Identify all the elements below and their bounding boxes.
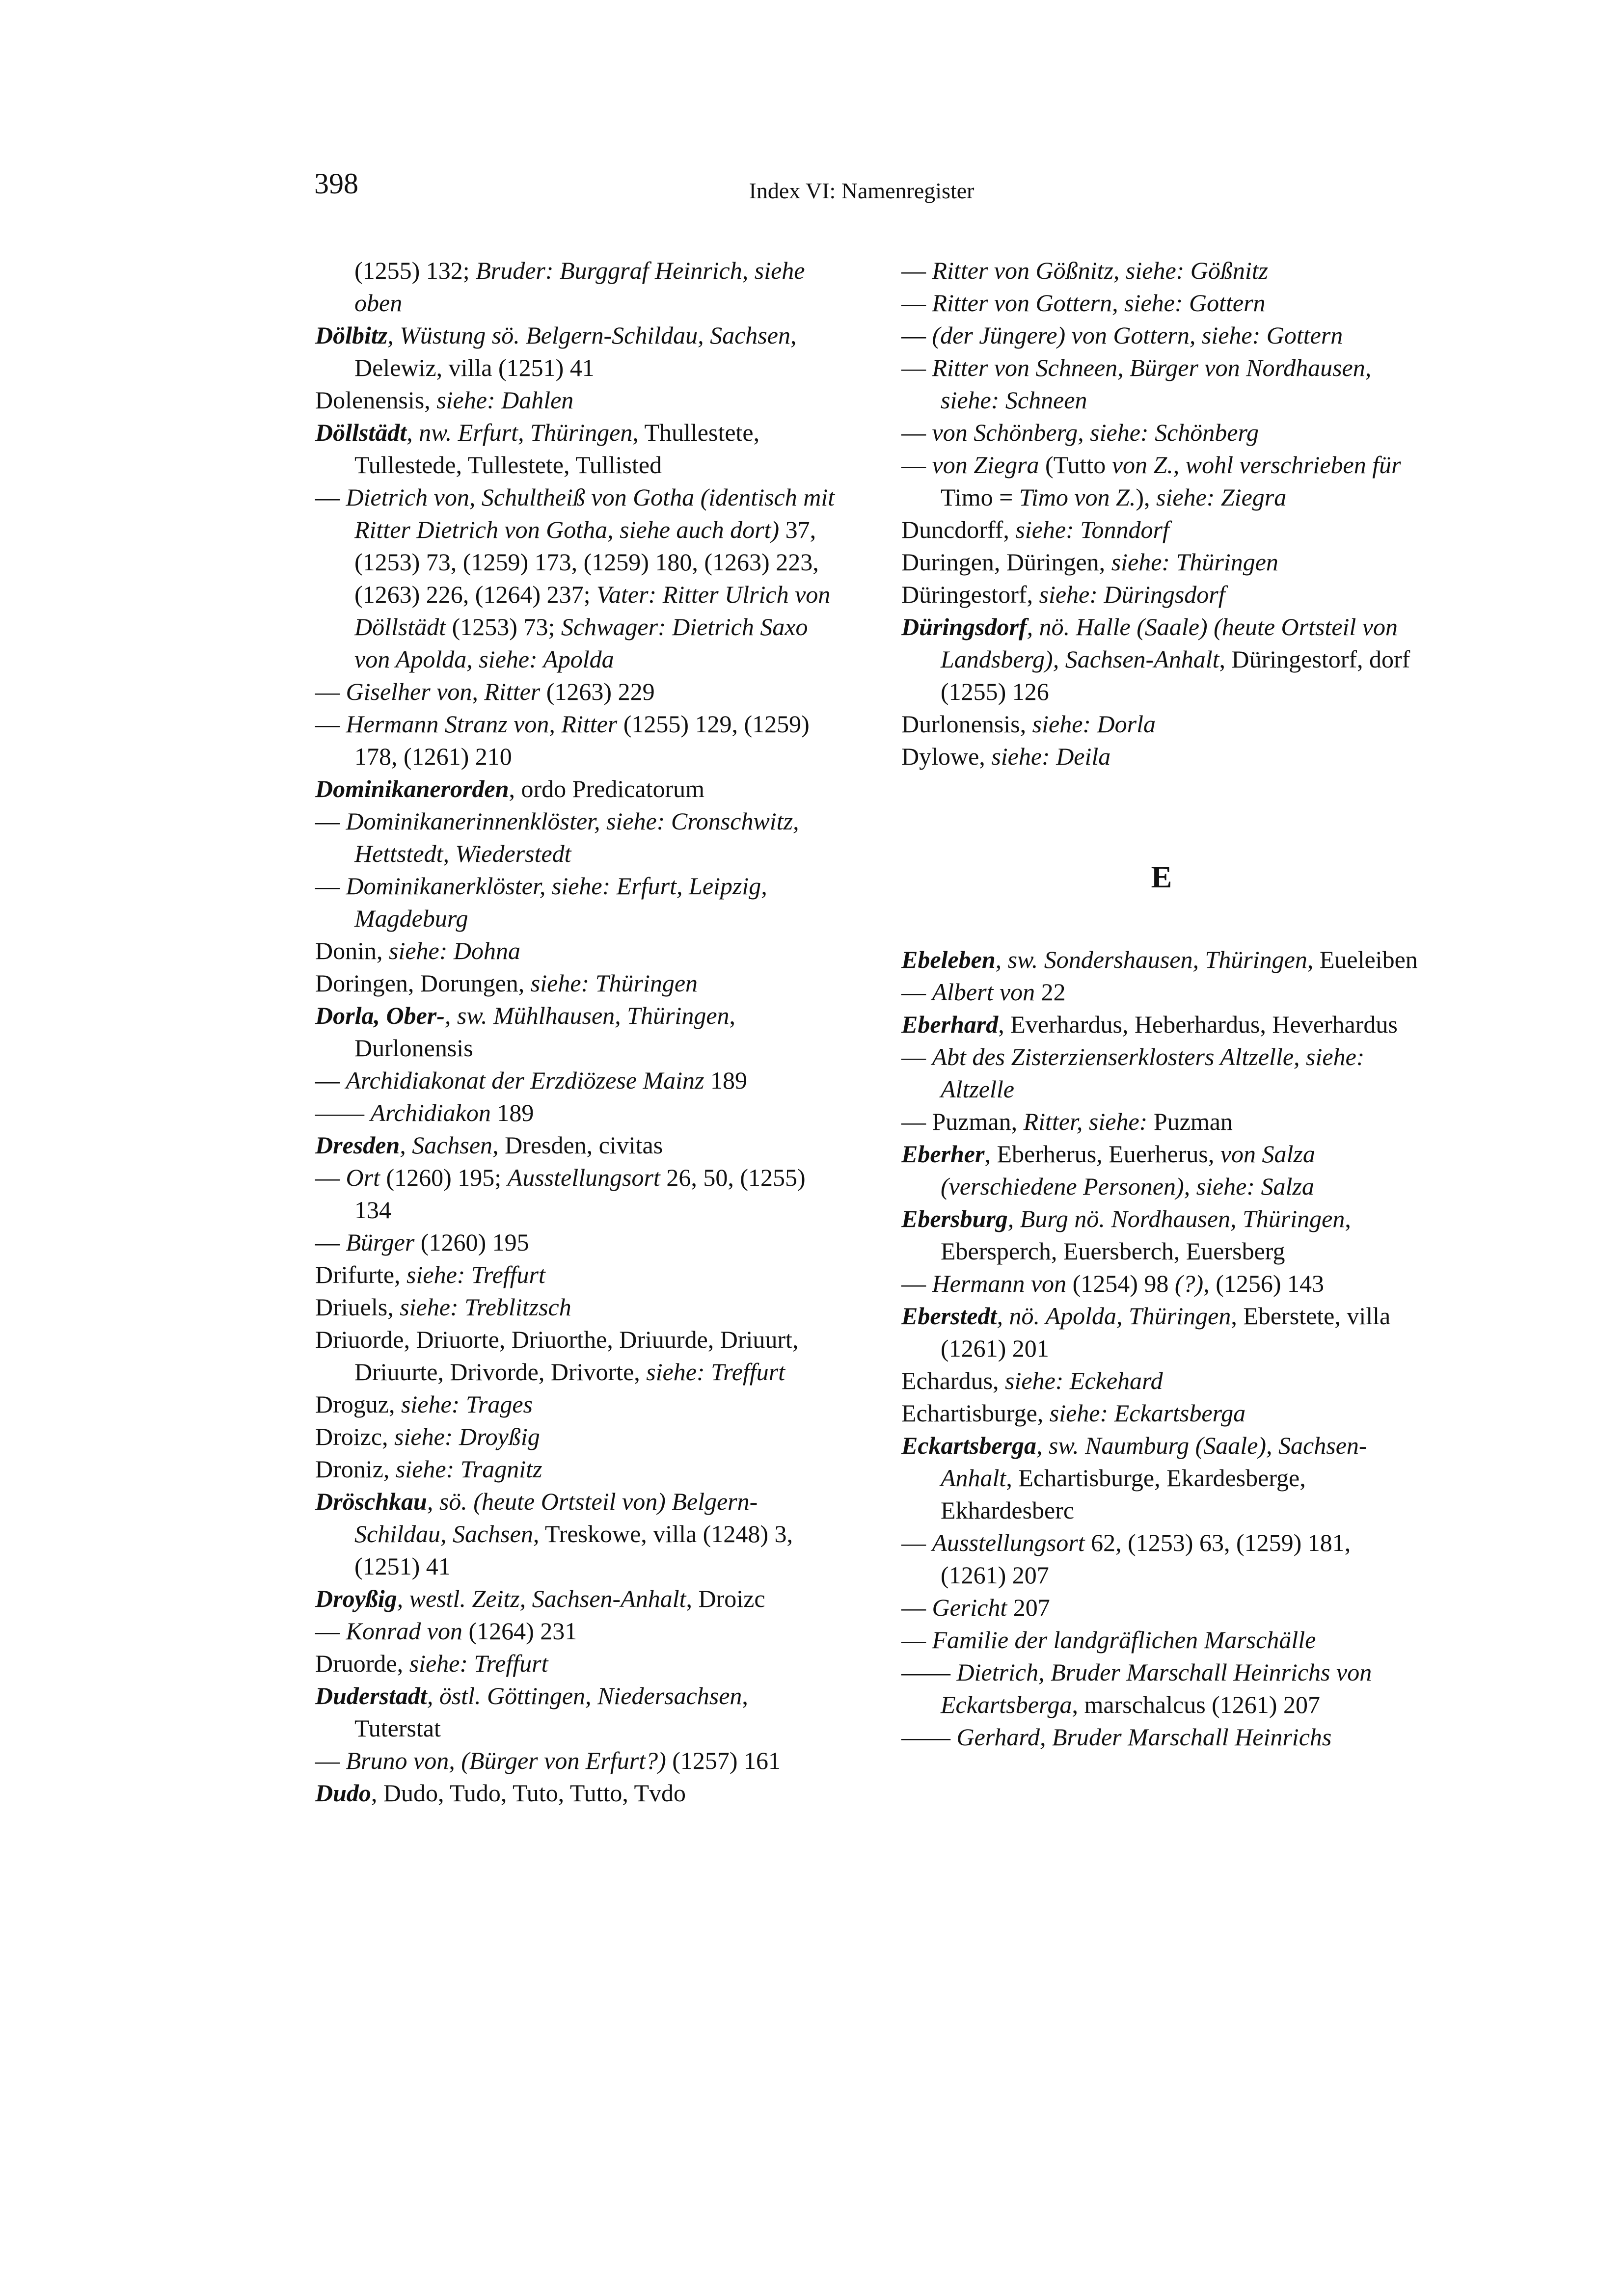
entry-headword: Droyßig <box>315 1585 397 1612</box>
index-entry <box>901 351 1422 416</box>
entry-text: siehe: Droyßig <box>394 1423 540 1450</box>
index-entry <box>901 1300 1422 1364</box>
index-entry <box>315 1680 836 1744</box>
right-entries-bottom <box>901 943 1422 1753</box>
index-entry <box>901 708 1422 740</box>
entry-text: Donin, <box>315 937 389 964</box>
entry-text: , (1256) 143 <box>1203 1270 1324 1297</box>
index-entry <box>315 999 836 1064</box>
running-title: Index VI: Namenregister <box>749 178 974 203</box>
index-entry <box>315 1485 836 1582</box>
entry-text: , Thullestete, Tullestede, Tullestete, Tullisted <box>354 419 760 479</box>
entry-text: , Treskowe, villa (1248) 3, (1251) 41 <box>354 1520 793 1580</box>
index-entry <box>315 481 836 675</box>
entry-headword: Ebeleben <box>901 946 996 973</box>
entry-text: , Tuterstat <box>354 1682 748 1742</box>
index-entry <box>315 934 836 967</box>
index-entry <box>315 1323 836 1388</box>
entry-text: , marschalcus (1261) 207 <box>1072 1691 1320 1718</box>
entry-text: — <box>901 1529 932 1556</box>
entry-text: Echardus, <box>901 1367 1005 1394</box>
entry-text: 62, (1253) 63, (1259) 181, (1261) 207 <box>941 1529 1351 1589</box>
entry-text: , sw. Naumburg (Saale), Sachsen-Anhalt <box>941 1432 1367 1492</box>
entry-text: von Ziegra <box>932 451 1039 479</box>
entry-text: Driuels, <box>315 1293 400 1321</box>
entry-text: siehe: Dorla <box>1032 710 1156 738</box>
entry-text: Droguz, <box>315 1390 401 1418</box>
entry-text: 189 <box>490 1099 534 1126</box>
entry-text: —— <box>315 1099 371 1126</box>
entry-text: siehe: Deila <box>991 743 1111 770</box>
index-entry <box>315 675 836 708</box>
entry-text: —— <box>901 1723 957 1751</box>
entry-headword: Dresden <box>315 1131 400 1159</box>
entry-text: Albert von <box>932 978 1035 1006</box>
entry-text: siehe: Eckehard <box>1005 1367 1163 1394</box>
entry-text: von Z. <box>1111 451 1173 479</box>
entry-text: Puzman <box>1147 1108 1233 1135</box>
index-entry <box>901 1397 1422 1429</box>
index-entry <box>315 967 836 999</box>
entry-headword: Dominikanerorden <box>315 775 509 802</box>
entry-headword: Eckartsberga <box>901 1432 1036 1459</box>
entry-headword: Düringsdorf <box>901 613 1027 641</box>
index-entry <box>315 1161 836 1226</box>
entry-text: 26, 50, (1255) 134 <box>354 1164 806 1224</box>
index-entry <box>901 254 1422 287</box>
index-entry <box>901 611 1422 708</box>
entry-text: Bruno von, (Bürger von Erfurt?) <box>346 1747 666 1774</box>
entry-text: Timo = <box>941 483 1019 511</box>
entry-text: , östl. Göttingen, Niedersachsen <box>427 1682 742 1709</box>
entry-text: — <box>315 872 346 900</box>
entry-text: , Burg nö. Nordhausen, Thüringen <box>1007 1205 1345 1232</box>
entry-text: 22 <box>1035 978 1066 1006</box>
entry-headword: Eberher <box>901 1140 985 1168</box>
entry-text: , Eueleiben <box>1307 946 1418 973</box>
index-entry <box>901 1041 1422 1105</box>
entry-text: —— <box>901 1658 957 1686</box>
entry-text: Gericht <box>932 1594 1007 1621</box>
entry-text: siehe: Tonndorf <box>1015 516 1169 543</box>
entry-text: Bürger <box>346 1228 415 1256</box>
entry-text: (der Jüngere) von Gottern, siehe: Gottern <box>932 321 1343 349</box>
entry-text: , sö. (heute Ortsteil von) Belgern-Schildau, Sachsen <box>354 1488 758 1548</box>
entry-text: Familie der landgräflichen Marschälle <box>932 1626 1316 1654</box>
entry-text: , sw. Mühlhausen, Thüringen <box>444 1002 730 1029</box>
entry-text: siehe: Treffurt <box>646 1358 785 1386</box>
entry-text: Echartisburge, <box>901 1399 1050 1427</box>
entry-text: — Puzman, <box>901 1108 1024 1135</box>
entry-text: Hermann von <box>932 1270 1067 1297</box>
entry-text: , Delewiz, villa (1251) 41 <box>354 321 797 381</box>
entry-text: (1255) 129, (1259) 178, (1261) 210 <box>354 710 810 770</box>
entry-text: , sw. Sondershausen, Thüringen <box>995 946 1307 973</box>
entry-text: Drifurte, <box>315 1261 407 1288</box>
entry-text: Ausstellungsort <box>932 1529 1085 1556</box>
entry-text: Driuorde, Driuorte, Driuorthe, Driuurde, Driuurt, Driuurte, Drivorde, Drivorte, <box>315 1326 799 1386</box>
entry-text: Dietrich, Bruder Marschall Heinrichs von Eckartsberga <box>941 1658 1372 1718</box>
entry-text: Ritter von Gottern, siehe: Gottern <box>932 289 1266 317</box>
entry-headword: Ebersburg <box>901 1205 1008 1232</box>
entry-text: — <box>315 1617 346 1645</box>
index-entry <box>901 1267 1422 1300</box>
index-entry <box>315 1291 836 1323</box>
entry-text: , Dudo, Tudo, Tuto, Tutto, Tvdo <box>371 1779 686 1807</box>
entry-text: (1260) 195 <box>414 1228 529 1256</box>
entry-text: — <box>901 289 932 317</box>
entry-text: — <box>901 354 932 381</box>
entry-text: Droizc, <box>315 1423 395 1450</box>
index-entry <box>901 513 1422 546</box>
entry-text: — <box>315 678 346 705</box>
entry-text: siehe: Trages <box>401 1390 533 1418</box>
entry-text: (?) <box>1174 1270 1204 1297</box>
index-entry <box>315 773 836 805</box>
index-entry <box>315 1420 836 1453</box>
entry-text: , Ebersperch, Euersberch, Euersberg <box>941 1205 1351 1265</box>
entry-text: , nw. Erfurt, Thüringen <box>406 419 633 446</box>
entry-text: von Salza (verschiedene Personen), siehe: Salza <box>941 1140 1315 1200</box>
index-entry <box>901 287 1422 319</box>
entry-text: siehe: Düringsdorf <box>1039 581 1225 608</box>
entry-text: Dominikanerinnenklöster, siehe: Cronschwitz, Hettstedt, Wiederstedt <box>346 807 799 867</box>
entry-text: siehe: Tragnitz <box>395 1455 542 1483</box>
entry-text: siehe: Eckartsberga <box>1049 1399 1246 1427</box>
entry-text: Archidiakon <box>370 1099 491 1126</box>
entry-text: — <box>315 710 346 738</box>
index-entry <box>315 1388 836 1420</box>
index-entry <box>315 1064 836 1096</box>
entry-text: Schwager: Dietrich Saxo von Apolda, siehe: Apolda <box>354 613 808 673</box>
entry-text: Droniz, <box>315 1455 396 1483</box>
entry-text: Ausstellungsort <box>507 1164 660 1191</box>
entry-text: Hermann Stranz von, Ritter <box>346 710 618 738</box>
entry-text: siehe: Thüringen <box>530 969 698 997</box>
entry-text: siehe: Treffurt <box>409 1650 548 1677</box>
entry-text: , Düringestorf, dorf (1255) 126 <box>941 645 1410 705</box>
index-entry <box>901 976 1422 1008</box>
entry-text: , Echartisburge, Ekardesberge, Ekhardesberc <box>941 1464 1306 1524</box>
index-entry <box>901 578 1422 611</box>
entry-text: — <box>901 1043 932 1070</box>
index-entry <box>315 1777 836 1809</box>
entry-text: 207 <box>1007 1594 1050 1621</box>
entry-headword: Eberstedt <box>901 1302 997 1330</box>
entry-text: — <box>901 257 932 284</box>
entry-text: 37, (1253) 73, (1259) 173, (1259) 180, (1263) 223, (1263) 226, (1264) 237; <box>354 516 819 608</box>
index-entry <box>901 319 1422 351</box>
index-entry <box>315 1226 836 1258</box>
entry-text: (1255) 132; <box>354 257 476 284</box>
entry-text: (Tutto <box>1039 451 1112 479</box>
entry-text: wohl verschrieben für <box>1185 451 1401 479</box>
entry-text: Düringestorf, <box>901 581 1039 608</box>
index-entry <box>901 1526 1422 1591</box>
index-entry <box>315 319 836 384</box>
entry-text: Durlonensis, <box>901 710 1032 738</box>
index-entry <box>315 870 836 934</box>
entry-headword: Dölbitz <box>315 321 388 349</box>
index-entry <box>315 1129 836 1161</box>
entry-text: , Eberstete, villa (1261) 201 <box>941 1302 1391 1362</box>
entry-text: , Dresden, civitas <box>492 1131 663 1159</box>
entry-text: Druorde, <box>315 1650 409 1677</box>
entry-text: — <box>315 1228 346 1256</box>
page-number: 398 <box>314 167 358 200</box>
index-entry <box>315 805 836 870</box>
entry-text: Giselher von, Ritter <box>346 678 541 705</box>
entry-text: , nö. Apolda, Thüringen <box>997 1302 1231 1330</box>
entry-text: Ritter von Gößnitz, siehe: Gößnitz <box>932 257 1269 284</box>
index-entry <box>315 1453 836 1485</box>
entry-text: — <box>315 1067 346 1094</box>
entry-text: ), <box>1136 483 1156 511</box>
entry-text: siehe: Thüringen <box>1111 548 1278 576</box>
entry-text: — <box>901 419 932 446</box>
entry-text: , Wüstung sö. Belgern-Schildau, Sachsen <box>387 321 790 349</box>
entry-text: Dietrich von, Schultheiß von Gotha (identisch mit Ritter Dietrich von Gotha, siehe auch dort) <box>346 483 835 543</box>
entry-text: Timo von Z. <box>1019 483 1136 511</box>
entry-text: — <box>315 1747 346 1774</box>
index-entry <box>901 1429 1422 1526</box>
index-entry <box>315 1647 836 1680</box>
entry-text: , Droizc <box>686 1585 765 1612</box>
entry-text: Dylowe, <box>901 743 992 770</box>
entry-text: , Eberherus, Euerherus, <box>984 1140 1220 1168</box>
page-header <box>314 167 1409 211</box>
entry-text: , Durlonensis <box>354 1002 736 1062</box>
entry-text: , <box>1173 451 1186 479</box>
entry-text: Konrad von <box>346 1617 462 1645</box>
entry-text: — <box>315 1164 346 1191</box>
entry-text: siehe: Treffurt <box>406 1261 545 1288</box>
entry-text: Ritter von Schneen, Bürger von Nordhausen, siehe: Schneen <box>932 354 1372 414</box>
entry-headword: Dorla, Ober- <box>315 1002 445 1029</box>
left-column <box>315 254 836 1809</box>
entry-text: Bruder: Burggraf Heinrich, siehe oben <box>354 257 805 317</box>
index-entry <box>901 1364 1422 1397</box>
entry-text: siehe: Ziegra <box>1156 483 1287 511</box>
index-entry <box>901 1624 1422 1656</box>
entry-text: — <box>901 978 932 1006</box>
entry-text: siehe: Dohna <box>389 937 520 964</box>
entry-text: (1253) 73; <box>446 613 561 641</box>
left-entries <box>315 254 836 1809</box>
index-entry <box>315 416 836 481</box>
entry-text: — <box>901 451 932 479</box>
entry-text: — <box>901 1270 932 1297</box>
entry-text: (1260) 195; <box>379 1164 508 1191</box>
entry-text: , ordo Predicatorum <box>509 775 705 802</box>
entry-text: , nö. Halle (Saale) (heute Ortsteil von Landsberg), Sachsen-Anhalt <box>941 613 1398 673</box>
index-entry <box>901 1721 1422 1753</box>
index-entry <box>315 254 836 319</box>
entry-text: Doringen, Dorungen, <box>315 969 531 997</box>
section-letter-heading: E <box>1151 859 1172 894</box>
entry-text: von Schönberg, siehe: Schönberg <box>932 419 1259 446</box>
entry-text: Duncdorff, <box>901 516 1016 543</box>
index-entry <box>901 449 1422 513</box>
entry-text: — <box>315 807 346 835</box>
entry-text: Gerhard, Bruder Marschall Heinrichs <box>956 1723 1332 1751</box>
entry-text: (1257) 161 <box>666 1747 781 1774</box>
index-entry <box>901 1105 1422 1138</box>
index-entry <box>315 1096 836 1129</box>
entry-text: Archidiakonat der Erzdiözese Mainz <box>346 1067 704 1094</box>
entry-headword: Eberhard <box>901 1011 999 1038</box>
entry-text: Ritter, siehe: <box>1023 1108 1148 1135</box>
entry-text: Ort <box>346 1164 380 1191</box>
entry-text: — <box>901 321 932 349</box>
index-entry <box>901 1656 1422 1721</box>
index-entry <box>901 1202 1422 1267</box>
index-entry <box>315 1615 836 1647</box>
entry-headword: Dudo <box>315 1779 371 1807</box>
index-entry <box>901 943 1422 976</box>
entry-text: 189 <box>704 1067 748 1094</box>
index-entry <box>315 1582 836 1615</box>
entry-headword: Döllstädt <box>315 419 407 446</box>
entry-headword: Dröschkau <box>315 1488 427 1515</box>
index-entry <box>901 1008 1422 1041</box>
entry-text: , Sachsen <box>400 1131 493 1159</box>
index-entry <box>315 708 836 773</box>
index-entry <box>315 384 836 416</box>
entry-text: Duringen, Düringen, <box>901 548 1111 576</box>
entry-text: — <box>315 483 346 511</box>
entry-text: (1264) 231 <box>462 1617 577 1645</box>
index-entry <box>901 740 1422 773</box>
entry-text: — <box>901 1626 932 1654</box>
entry-text: Dominikanerklöster, siehe: Erfurt, Leipzig, Magdeburg <box>346 872 767 932</box>
index-entry <box>901 1138 1422 1202</box>
index-entry <box>901 1591 1422 1624</box>
entry-text: Abt des Zisterzienserklosters Altzelle, siehe: Altzelle <box>932 1043 1365 1103</box>
entry-text: Dolenensis, <box>315 386 437 414</box>
index-entry <box>901 416 1422 449</box>
entry-text: , Everhardus, Heberhardus, Heverhardus <box>998 1011 1398 1038</box>
entry-text: — <box>901 1594 932 1621</box>
entry-text: siehe: Dahlen <box>436 386 574 414</box>
index-entry <box>315 1744 836 1777</box>
entry-text: (1263) 229 <box>540 678 655 705</box>
index-entry <box>901 546 1422 578</box>
entry-text: , westl. Zeitz, Sachsen-Anhalt <box>397 1585 686 1612</box>
entry-text: (1254) 98 <box>1066 1270 1175 1297</box>
right-column <box>901 254 1422 1753</box>
entry-text: Vater: Ritter Ulrich von Döllstädt <box>354 581 831 641</box>
entry-headword: Duderstadt <box>315 1682 427 1709</box>
index-entry <box>315 1258 836 1291</box>
right-entries-top <box>901 254 1422 773</box>
entry-text: siehe: Treblitzsch <box>400 1293 571 1321</box>
